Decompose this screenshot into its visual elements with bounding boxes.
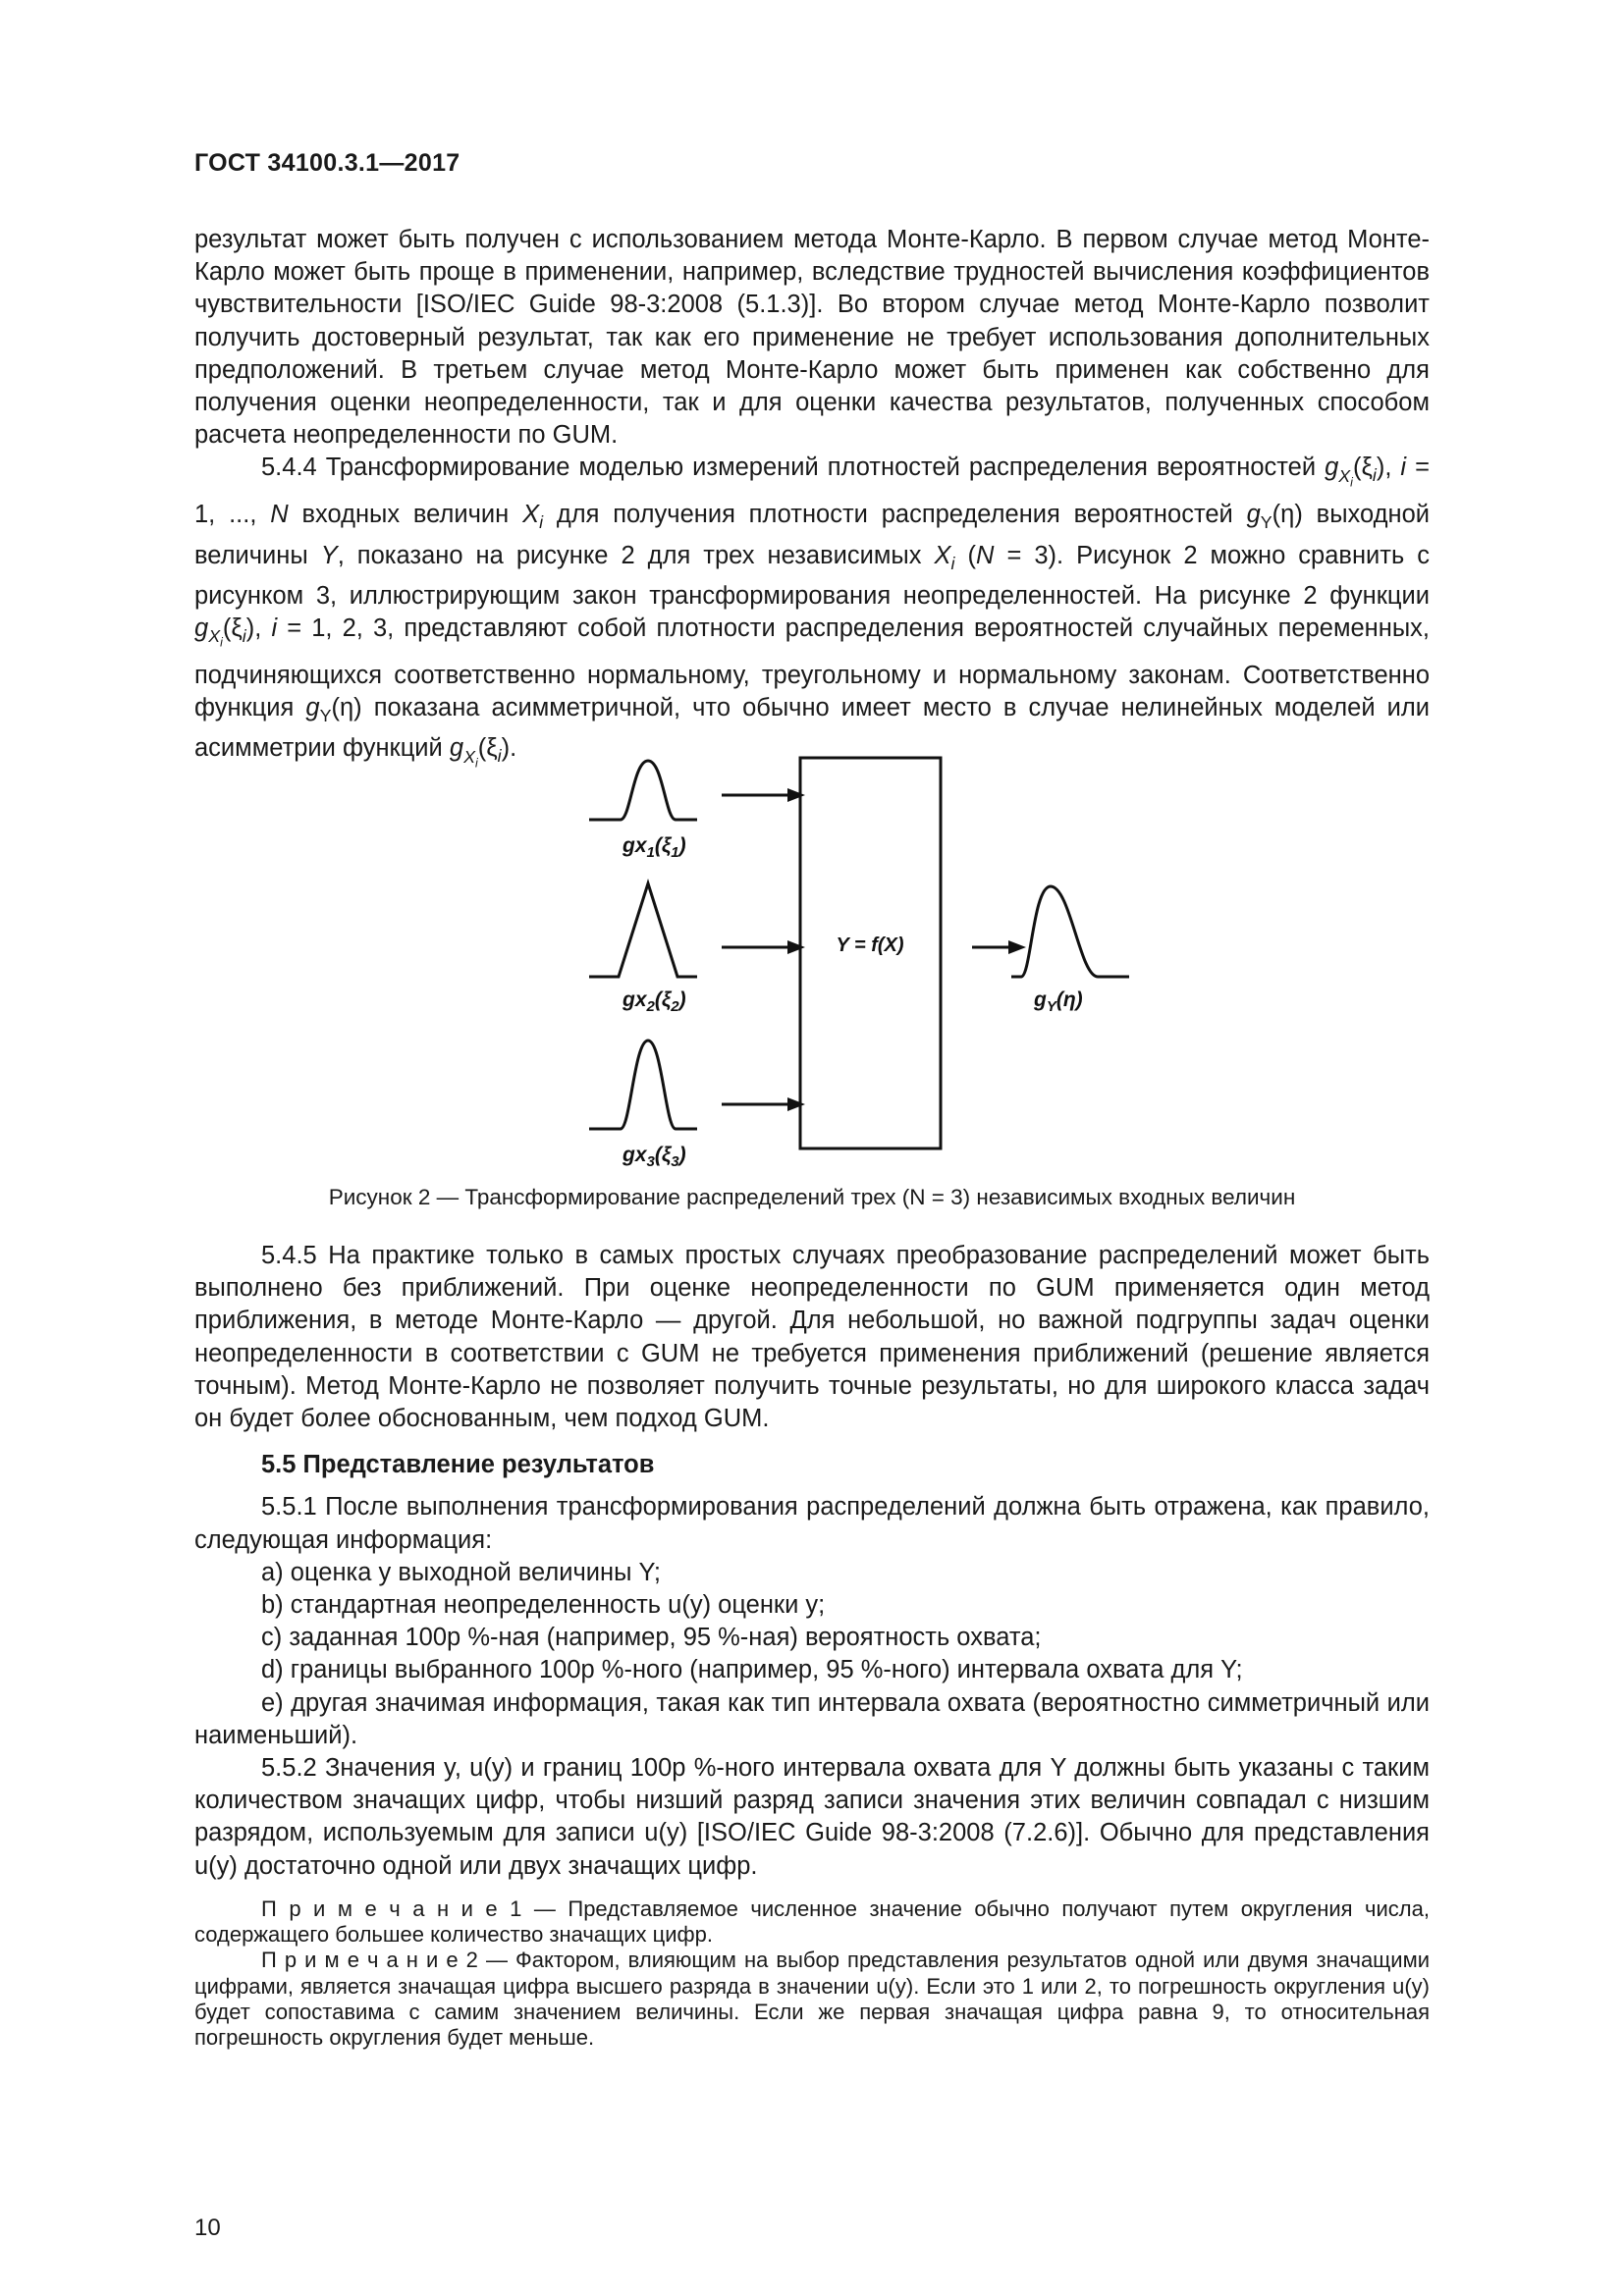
output-distribution-curve xyxy=(1011,886,1129,977)
input-distribution-2-curve xyxy=(589,883,697,977)
note-1: П р и м е ч а н и е 1 — Представляемое численное значение обычно получают путем округления числа, содержащего большее количество значащих цифр. xyxy=(194,1896,1430,1948)
paragraph-5-5-2: 5.5.2 Значения y, u(y) и границ 100p %-ного интервала охвата для Y должны быть указаны с таким количеством значащих цифр, чтобы низший разряд записи значения этих величин совпадал с низшим разрядом, используемым для записи u(y) [ISO/IEC Guide 98-3:2008 (7.2.6)]. Обычно для представления u(y) достаточно одной или двух значащих цифр. xyxy=(194,1754,1430,1880)
figure-2-diagram xyxy=(579,741,1149,1173)
label-gx2: $gx_2(\xi_2)$ xyxy=(623,988,686,1015)
list-item-b: b) стандартная неопределенность u(y) оценки y; xyxy=(261,1591,826,1620)
figure-caption: Рисунок 2 — Трансформирование распределений трех (N = 3) независимых входных величин xyxy=(328,1185,1296,1209)
paragraph-1: результат может быть получен с использованием метода Монте-Карло. В первом случае метод Монте-Карло может быть проще в применении, например, вследствие трудностей вычисления коэффициентов чувствительности [ISO/IEC Guide 98-3:2008 (5.1.3)]. Во втором случае метод Монте-Карло позволит получить достоверный результат, так как его применение не требует использования дополнительных предположений. В третьем случае метод Монте-Карло может быть применен как собственно для получения оценки неопределенности, так и для оценки качества результатов, полученных способом расчета неопределенности по GUM. xyxy=(194,226,1430,450)
text-block-top xyxy=(194,224,1430,779)
note-2-label: П р и м е ч а н и е 2 xyxy=(261,1948,478,1973)
label-gx3: $gx_3(\xi_3)$ xyxy=(623,1144,686,1170)
section-heading: 5.5 Представление результатов xyxy=(261,1451,655,1479)
page-number: 10 xyxy=(194,2215,221,2241)
paragraph-5-4-4: 5.4.4 Трансформирование моделью измерений плотностей распределения вероятностей $g_{X_i}(\xi_i)$, i = 1, ..., N входных величин $X_i$ для получения плотности распределения вероятностей $g_Y(\eta)$ выходной величины Y, показано на рисунке 2 для трех независимых $X_i$ (N = 3). Рисунок 2 можно сравнить с рисунком 3, иллюстрирующим закон трансформирования неопределенностей. На рисунке 2 функции $g_{X_i}(\xi_i)$, i = 1, 2, 3, представляют собой плотности распределения вероятностей случайных переменных, подчиняющихся соответственно нормальному, треугольному и нормальному законам. Соответственно функция $g_Y(\eta)$ показана асимметричной, что обычно имеет место в случае нелинейных моделей или асимметрии функций $g_{X_i}(\xi_i)$. xyxy=(194,454,1431,771)
paragraph-5-4-5: 5.4.5 На практике только в самых простых случаях преобразование распределений может быть выполнено без приближений. При оценке неопределенности по GUM применяется один метод приближения, в методе Монте-Карло — другой. Для небольшой, но важной подгруппы задач оценки неопределенности в соответствии с GUM не требуется применения приближений (решение является точным). Метод Монте-Карло не позволяет получить точные результаты, но для широкого класса задач он будет более обоснованным, чем подход GUM. xyxy=(194,1242,1430,1433)
paragraph-5-5-1: 5.5.1 После выполнения трансформирования распределений должна быть отражена, как правило, следующая информация: xyxy=(194,1493,1430,1554)
label-gx1: $gx_1(\xi_1)$ xyxy=(623,834,686,861)
list-item-e: е) другая значимая информация, такая как тип интервала охвата (вероятностно симметричный или наименьший). xyxy=(194,1688,1430,1749)
text-block-bottom xyxy=(194,1240,1430,2052)
list-item-a: а) оценка y выходной величины Y; xyxy=(261,1558,661,1586)
note-1-label: П р и м е ч а н и е 1 xyxy=(261,1896,522,1921)
input-distribution-1-curve xyxy=(589,761,697,820)
arrow-2-head xyxy=(787,940,805,954)
arrow-1-head xyxy=(787,788,805,802)
model-box-label: Y = f(X) xyxy=(836,934,904,956)
output-arrow-head xyxy=(1008,940,1026,954)
input-distribution-3-curve xyxy=(589,1041,697,1129)
list-item-c: с) заданная 100p %-ная (например, 95 %-ная) вероятность охвата; xyxy=(261,1624,1042,1652)
label-gY: $g_Y(\eta)$ xyxy=(1034,988,1083,1015)
list-item-d: d) границы выбранного 100p %-ного (например, 95 %-ного) интервала охвата для Y; xyxy=(261,1656,1243,1684)
document-header: ГОСТ 34100.3.1—2017 xyxy=(194,149,460,177)
note-2: П р и м е ч а н и е 2 — Фактором, влияющим на выбор представления результатов одной или двумя значащими цифрами, является значащая цифра высшего разряда в значении u(y). Если это 1 или 2, то погрешность округления u(y) будет сопоставима с самим значением величины. Если же первая значащая цифра равна 9, то относительная погрешность округления будет меньше. xyxy=(194,1948,1430,2051)
arrow-3-head xyxy=(787,1097,805,1111)
